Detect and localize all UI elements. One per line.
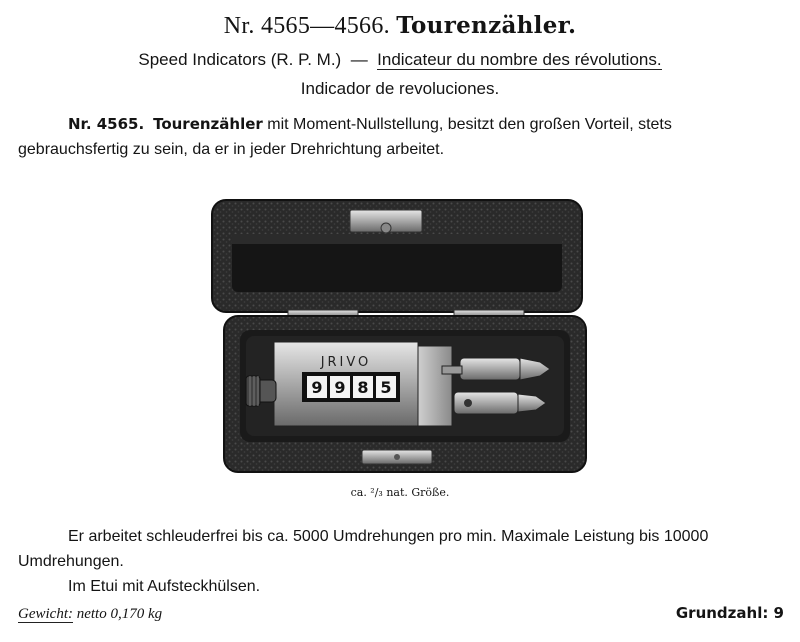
front-clasp xyxy=(362,450,432,464)
tachometer xyxy=(246,342,452,426)
counter-digit: 5 xyxy=(380,378,392,397)
figure-caption: ca. ²/₃ nat. Größe. xyxy=(350,486,450,499)
performance-paragraph xyxy=(18,524,784,574)
case-text: Im Etui mit Aufsteckhülsen. xyxy=(68,578,261,595)
brand-label: JRIVO xyxy=(320,355,372,370)
item-number: Nr. 4565. xyxy=(68,115,145,133)
weight-info xyxy=(18,606,162,623)
weight-value: netto 0,170 kg xyxy=(76,606,163,622)
performance-text: Er arbeitet schleuderfrei bis ca. 5000 Umdrehungen pro min. Maximale Leistung bis 10000 Umdrehungen. xyxy=(18,528,709,570)
intro-text: mit Moment-Nullstellung, besitzt den großen Vorteil, stets gebrauchsfertig zu sein, da er in jeder Drehrichtung arbeitet. xyxy=(18,116,672,158)
title-number: Nr. 4565—4566. xyxy=(223,13,390,39)
subtitle-spanish: Indicador de revoluciones. xyxy=(300,79,500,98)
subtitle-line-1 xyxy=(0,50,800,70)
counter-digit: 9 xyxy=(334,378,346,397)
grundzahl: Grundzahl: 9 xyxy=(675,604,784,622)
lid-clasp xyxy=(350,210,422,233)
page-title xyxy=(0,12,800,40)
subtitle-english: Speed Indicators (R. P. M.) xyxy=(138,50,342,69)
product-photo xyxy=(210,196,590,476)
case-paragraph xyxy=(18,574,784,599)
item-name: Tourenzähler xyxy=(153,115,263,133)
knurled-knob xyxy=(246,376,260,406)
intro-paragraph xyxy=(18,112,784,162)
counter-digit: 8 xyxy=(357,378,369,397)
counter-digit: 9 xyxy=(311,378,323,397)
subtitle-french: Indicateur du nombre des révolutions. xyxy=(377,50,662,69)
title-name: Tourenzähler. xyxy=(396,12,577,39)
subtitle-dash: — xyxy=(350,50,368,69)
weight-label: Gewicht: xyxy=(18,606,73,622)
